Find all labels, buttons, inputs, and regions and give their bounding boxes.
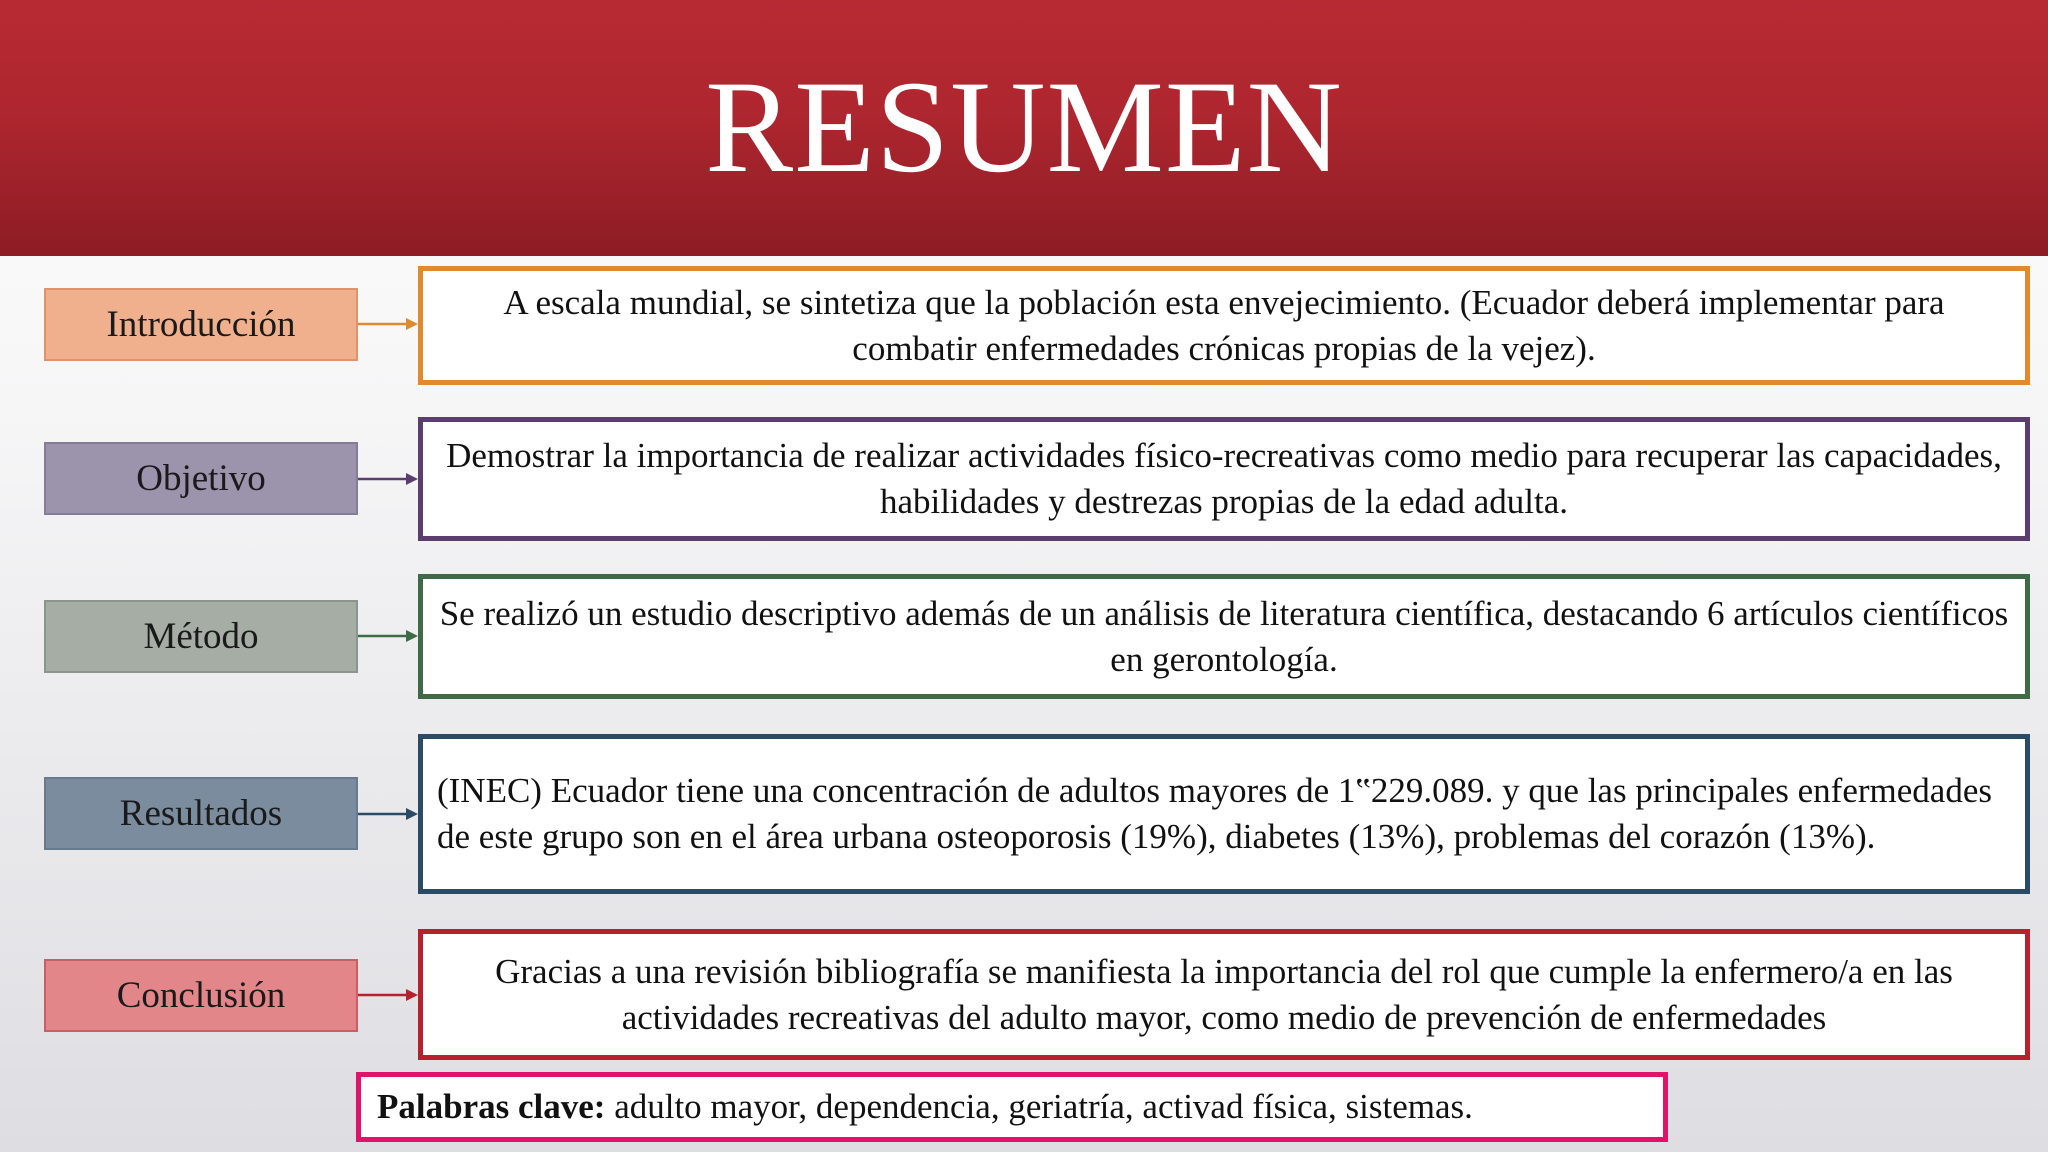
keywords-box — [356, 1072, 1668, 1142]
text-box-conclusion: Gracias a una revisión bibliografía se manifiesta la importancia del rol que cumple la enfermero/a en las actividades recreativas del adulto mayor, como medio de prevención de enfermedades — [418, 929, 2030, 1060]
label-conclusion: Conclusión — [44, 959, 358, 1032]
text-box-objetivo: Demostrar la importancia de realizar actividades físico-recreativas como medio para recuperar las capacidades, habilidades y destrezas propias de la edad adulta. — [418, 417, 2030, 541]
text-box-metodo: Se realizó un estudio descriptivo además de un análisis de literatura científica, destacando 6 artículos científicos en gerontología. — [418, 574, 2030, 699]
arrow-right-icon — [358, 988, 418, 1002]
arrow-right-icon — [358, 629, 418, 643]
text-box-resultados: (INEC) Ecuador tiene una concentración de adultos mayores de 1‟229.089. y que las principales enfermedades de este grupo son en el área urbana osteoporosis (19%), diabetes (13%), problemas del corazón (13%). — [418, 734, 2030, 894]
header-banner — [0, 0, 2048, 256]
arrow-right-icon — [358, 317, 418, 331]
label-resultados: Resultados — [44, 777, 358, 850]
text-box-introduccion: A escala mundial, se sintetiza que la población esta envejecimiento. (Ecuador deberá implementar para combatir enfermedades crónicas propias de la vejez). — [418, 266, 2030, 385]
label-introduccion: Introducción — [44, 288, 358, 361]
keywords-label: Palabras clave: — [377, 1087, 606, 1126]
slide-title: RESUMEN — [705, 53, 1343, 200]
arrow-right-icon — [358, 807, 418, 821]
keywords-text: adulto mayor, dependencia, geriatría, activad física, sistemas. — [605, 1087, 1473, 1126]
label-metodo: Método — [44, 600, 358, 673]
label-objetivo: Objetivo — [44, 442, 358, 515]
arrow-right-icon — [358, 472, 418, 486]
